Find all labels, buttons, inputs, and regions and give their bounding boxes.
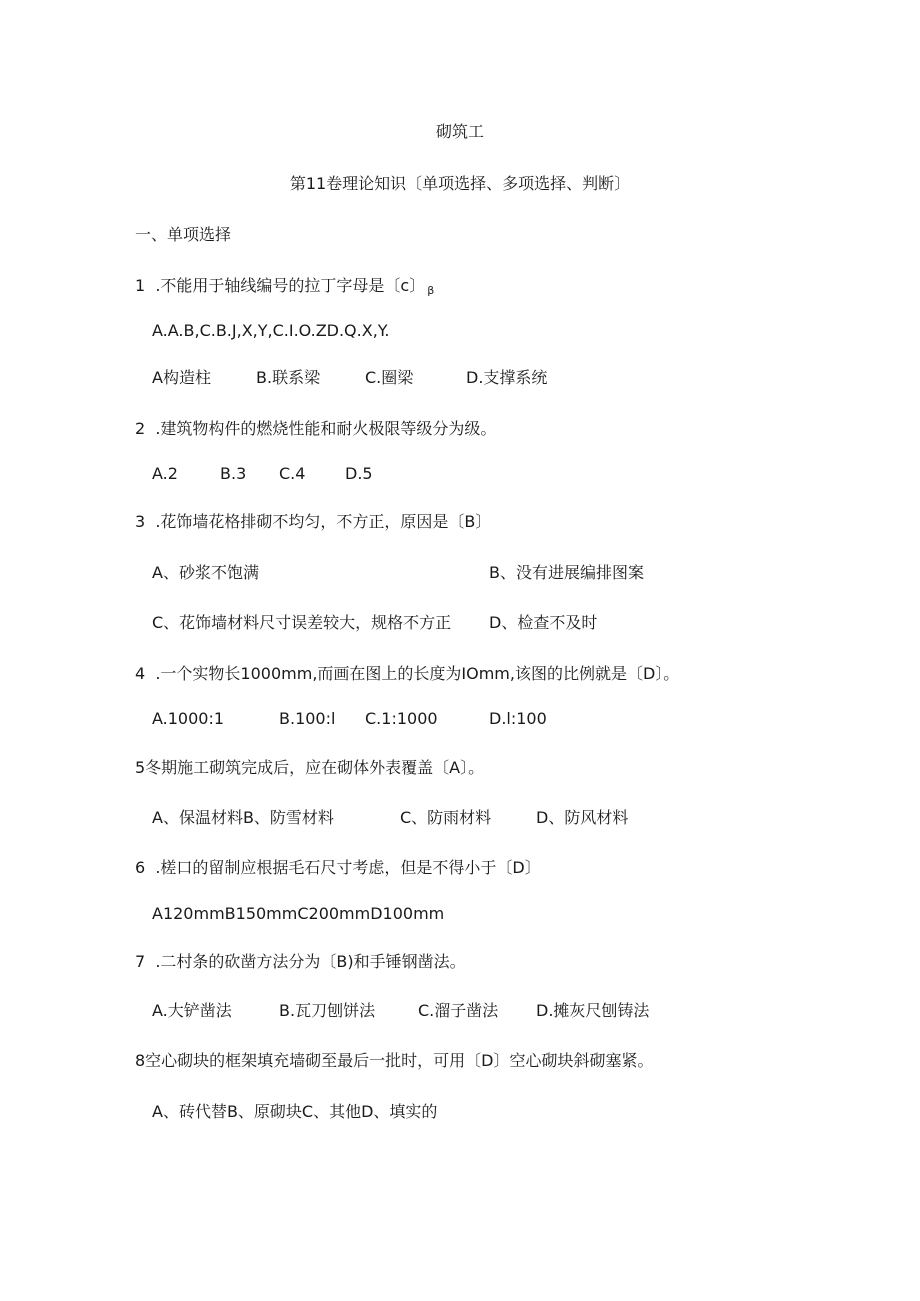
question-7-option-c: C.溜子凿法 xyxy=(418,1001,499,1020)
section-heading: 一、单项选择 xyxy=(135,225,232,244)
question-2-option-b: B.3 xyxy=(220,464,247,483)
question-4-option-c: C.1:1000 xyxy=(365,709,438,728)
doc-subtitle: 第11卷理论知识〔单项选择、多项选择、判断〕 xyxy=(289,174,631,193)
question-3-option-d: D、检查不及时 xyxy=(489,613,598,632)
question-1-option-b: B.联系梁 xyxy=(256,368,321,387)
question-1-stem xyxy=(135,275,434,299)
question-2-option-c: C.4 xyxy=(279,464,306,483)
question-5-option-ab: A、保温材料B、防雪材料 xyxy=(152,808,334,827)
question-4-option-d: D.l:100 xyxy=(489,709,547,728)
question-1-option-c: C.圈梁 xyxy=(365,368,414,387)
question-1-text: 1 .不能用于轴线编号的拉丁字母是〔c〕 xyxy=(135,276,426,295)
question-2-stem: 2 .建筑物构件的燃烧性能和耐火极限等级分为级。 xyxy=(135,419,497,438)
question-7-option-b: B.瓦刀刨饼法 xyxy=(279,1001,376,1020)
question-8-stem: 8空心砌块的框架填充墙砌至最后一批时，可用〔D〕空心砌块斜砌塞紧。 xyxy=(135,1051,654,1070)
question-5-stem: 5冬期施工砌筑完成后，应在砌体外表覆盖〔A〕。 xyxy=(135,758,485,777)
question-3-stem: 3 .花饰墙花格排砌不均匀，不方正，原因是〔B〕 xyxy=(135,512,492,531)
question-7-option-d: D.摊灰尺刨铸法 xyxy=(536,1001,650,1020)
question-2-option-a: A.2 xyxy=(152,464,178,483)
question-8-answers-line: A、砖代替B、原砌块C、其他D、填实的 xyxy=(152,1102,438,1121)
question-2-option-d: D.5 xyxy=(345,464,373,483)
question-7-stem: 7 .二村条的砍凿方法分为〔B)和手锤钢凿法。 xyxy=(135,952,466,971)
question-1-answers-line: A.A.B,C.B.J,X,Y,C.I.O.ZD.Q.X,Y. xyxy=(152,321,390,340)
question-7-option-a: A.大铲凿法 xyxy=(152,1001,232,1020)
question-1-option-d: D.支撑系统 xyxy=(466,368,548,387)
question-6-answers-line: A120mmB150mmC200mmD100mm xyxy=(152,904,445,923)
question-1-option-a: A构造柱 xyxy=(152,368,211,387)
question-4-option-a: A.1000:1 xyxy=(152,709,225,728)
question-3-option-b: B、没有进展编排图案 xyxy=(489,563,644,582)
question-3-option-c: C、花饰墙材料尺寸误差较大，规格不方正 xyxy=(152,613,452,632)
question-5-option-c: C、防雨材料 xyxy=(400,808,492,827)
question-1-mark: β xyxy=(427,284,435,297)
question-5-option-d: D、防风材料 xyxy=(536,808,629,827)
question-4-option-b: B.100:l xyxy=(279,709,336,728)
question-3-option-a: A、砂浆不饱满 xyxy=(152,563,259,582)
question-6-stem: 6 .槎口的留制应根据毛石尺寸考虑，但是不得小于〔D〕 xyxy=(135,858,541,877)
question-4-stem: 4 .一个实物长1000mm,而画在图上的长度为IOmm,该图的比例就是〔D〕。 xyxy=(135,664,680,683)
doc-title: 砌筑工 xyxy=(435,122,484,141)
